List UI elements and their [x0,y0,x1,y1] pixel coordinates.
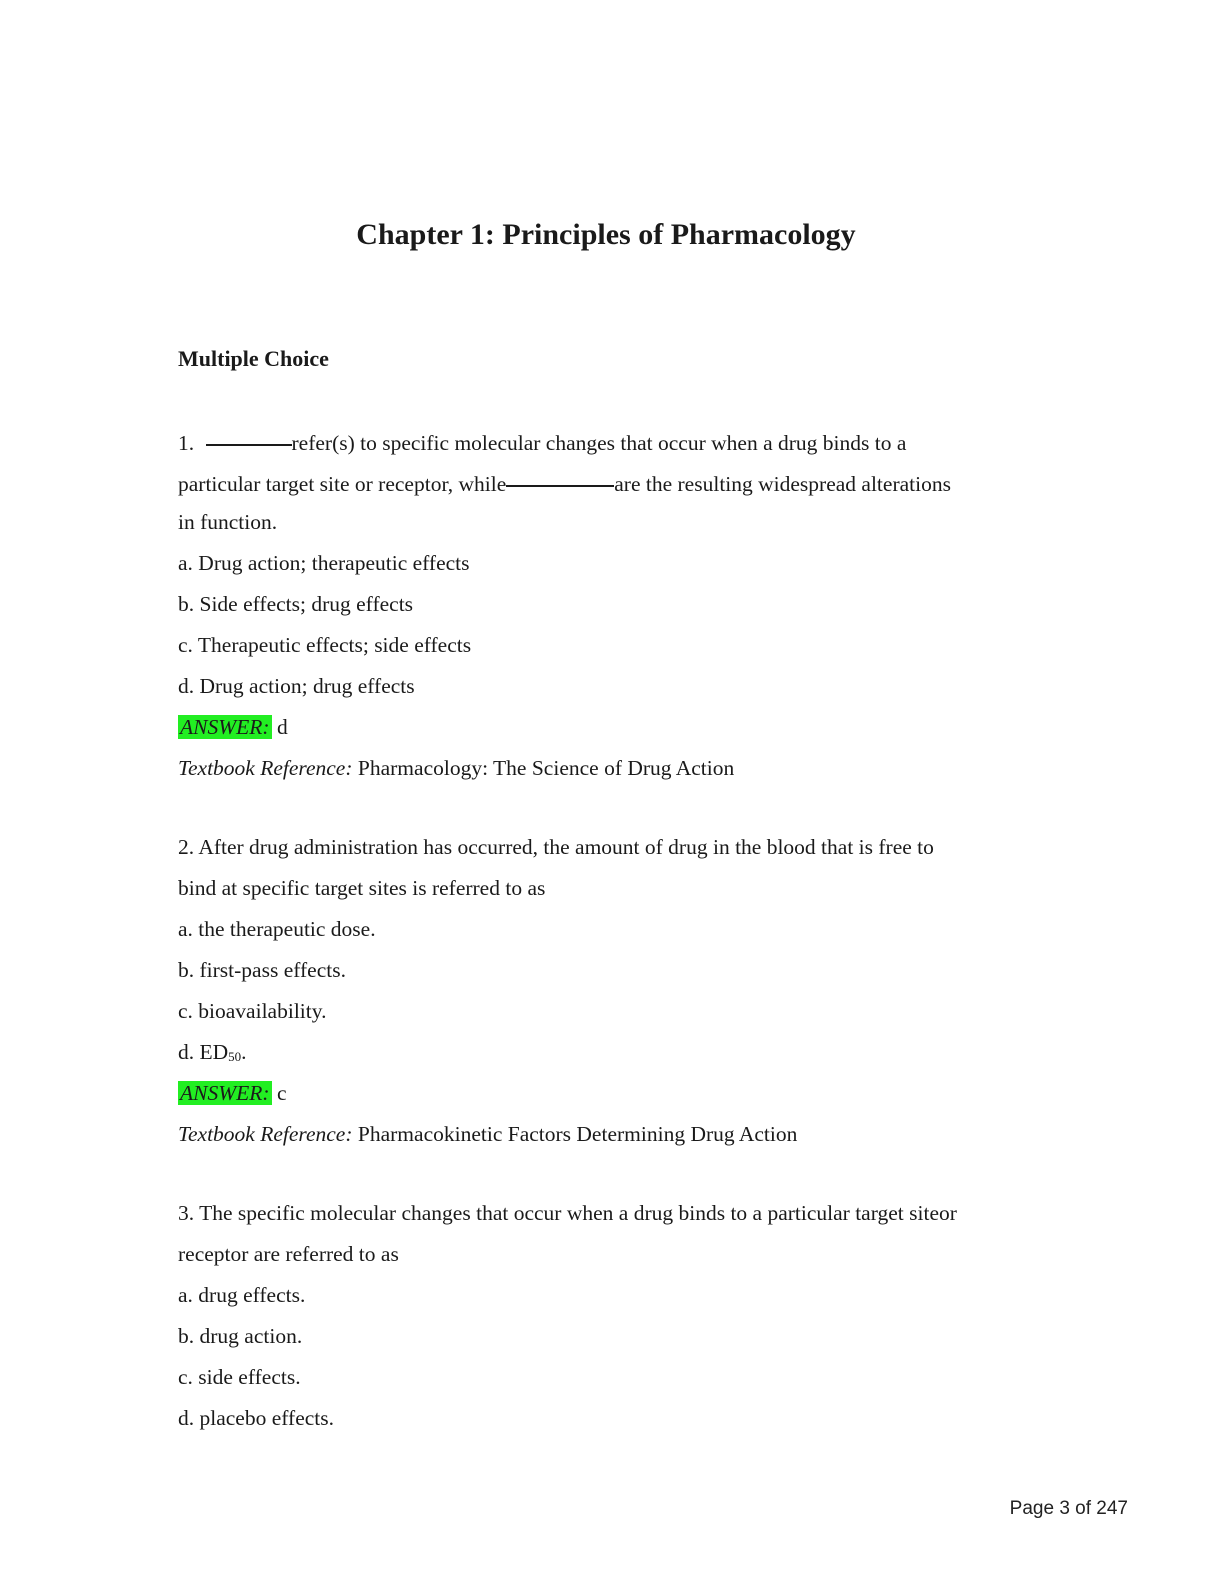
reference-value: Pharmacokinetic Factors Determining Drug Action [357,1122,798,1146]
option-a: a. the therapeutic dose. [178,917,376,941]
reference-label: Textbook Reference: [178,1122,353,1146]
option-c: c. bioavailability. [178,999,327,1023]
option-c: c. side effects. [178,1365,301,1389]
question-3-line-2: receptor are referred to as [178,1242,399,1266]
textbook-reference [178,1114,1028,1155]
question-list [178,420,1028,1439]
page-number: Page 3 of 247 [1009,1498,1128,1519]
option-a: a. drug effects. [178,1283,306,1307]
question-1-line-2: particular target site or receptor, while are the resulting widespread alterations [178,461,1028,502]
option-d: d. $ED_{50}$. [178,1040,247,1064]
question-1 [178,420,1028,789]
question-1-line-1: 1. refer(s) to specific molecular changes that occur when a drug binds to a [178,420,1028,461]
answer-label: ANSWER: [180,1081,270,1105]
answer-line [178,1073,1028,1114]
reference-value: Pharmacology: The Science of Drug Action [357,756,735,780]
option-c: c. Therapeutic effects; side effects [178,633,472,657]
answer-value: d [276,715,288,739]
reference-label: Textbook Reference: [178,756,353,780]
answer-blank-1 [206,416,292,446]
option-d: d. Drug action; drug effects [178,674,415,698]
option-b: b. Side effects; drug effects [178,592,414,616]
option-b: b. drug action. [178,1324,303,1348]
answer-label: ANSWER: [180,715,270,739]
section-heading: Multiple Choice [178,346,329,371]
question-3-line-1: 3. The specific molecular changes that occur when a drug binds to a particular target siteor [178,1201,957,1225]
answer-line [178,707,1028,748]
question-2 [178,827,1028,1155]
answer-blank-2 [506,457,614,487]
question-2-line-2: bind at specific target sites is referred to as [178,876,546,900]
chapter-title: Chapter 1: Principles of Pharmacology [356,218,856,251]
option-d: d. placebo effects. [178,1406,335,1430]
question-2-line-1: 2. After drug administration has occurred, the amount of drug in the blood that is free to [178,835,934,859]
answer-value: c [276,1081,287,1105]
option-b: b. first-pass effects. [178,958,346,982]
textbook-reference [178,748,1028,789]
question-3 [178,1193,1028,1439]
option-a: a. Drug action; therapeutic effects [178,551,470,575]
question-1-line-3: in function. [178,510,278,534]
